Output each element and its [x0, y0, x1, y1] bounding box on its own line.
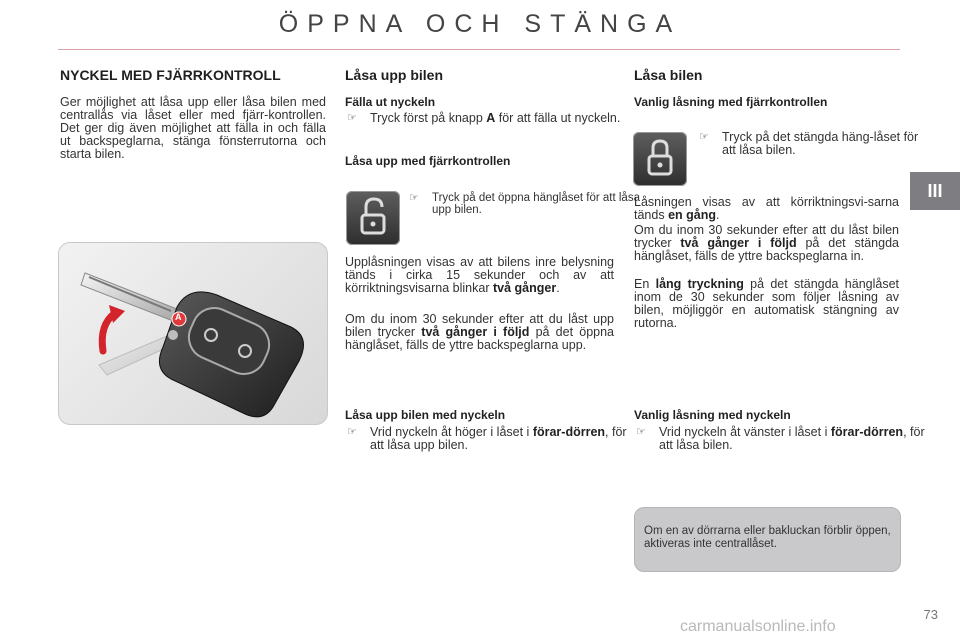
lock-mirrors-text: Om du inom 30 sekunder efter att du låst bilen trycker två gånger i följd på det stängda hänglåset, fälls de yttre backspeglarna in. [634, 223, 899, 263]
pointing-hand-icon: ☞ [347, 112, 357, 124]
pointing-hand-icon: ☞ [699, 131, 709, 143]
open-padlock-icon [346, 191, 400, 245]
step-lock-key: ☞ Vrid nyckeln åt vänster i låset i förar-dörren, för att låsa bilen. [636, 425, 925, 452]
watermark: carmanualsonline.info [680, 618, 836, 635]
page-number: 73 [923, 607, 938, 622]
subheading-lock-remote: Vanlig låsning med fjärrkontrollen [634, 95, 828, 109]
step-unlock-remote: ☞ Tryck på det öppna hänglåset för att låsa upp bilen. [409, 192, 640, 216]
pointing-hand-icon: ☞ [347, 426, 357, 438]
section-heading-unlock: Låsa upp bilen [345, 67, 444, 83]
pointing-hand-icon: ☞ [409, 192, 419, 204]
central-lock-note [634, 507, 901, 572]
step-fold-out: ☞ Tryck först på knapp A för att fälla ut nyckeln. [347, 111, 621, 125]
pointing-hand-icon: ☞ [636, 426, 646, 438]
unlock-mirrors-text: Om du inom 30 sekunder efter att du låst upp bilen trycker två gånger i följd på det öppna hänglåset, fälls de yttre backspeglarna upp. [345, 312, 615, 352]
closed-padlock-icon [633, 132, 687, 186]
lock-info-text: Låsningen visas av att körriktningsvi-sarna tänds en gång. [634, 195, 899, 222]
step-lock-remote: ☞ Tryck på det stängda häng-låset för att låsa bilen. [699, 130, 919, 157]
subheading-lock-key: Vanlig låsning med nyckeln [634, 408, 791, 422]
unlock-info-text: Upplåsningen visas av att bilens inre belysning tänds i cirka 15 sekunder och av att körriktningsvisarna blinkar två gånger. [345, 255, 614, 295]
lock-windows-text: En lång tryckning på det stängda hänglåset inom de 30 sekunder som följer låsning av bilen, möjliggör en automatisk stängning av rutorna. [634, 277, 900, 330]
unlock-button-image [346, 191, 400, 245]
subheading-unlock-remote: Låsa upp med fjärrkontrollen [345, 154, 511, 168]
key-intro-text: Ger möjlighet att låsa upp eller låsa bilen med centrallås via låset eller med fjärr-kontrollen. Det ger dig även möjlighet att fälla in och fälla ut backspeglarna, stänga fönsterrutorna och starta bilen. [60, 95, 326, 161]
step-unlock-key: ☞ Vrid nyckeln åt höger i låset i förar-dörren, för att låsa upp bilen. [347, 425, 627, 452]
section-heading-lock: Låsa bilen [634, 67, 703, 83]
remote-key-image [59, 243, 327, 424]
central-lock-note-text: Om en av dörrarna eller bakluckan förblir öppen, aktiveras inte centrallåset. [644, 525, 891, 550]
key-button-a-label: A [175, 312, 182, 322]
section-heading-key: NYCKEL MED FJÄRRKONTROLL [60, 67, 281, 83]
chapter-tab[interactable]: III [910, 172, 960, 210]
page-title: ÖPPNA OCH STÄNGA [278, 10, 682, 38]
key-illustration [58, 242, 328, 425]
title-divider [58, 49, 900, 50]
subheading-fold-out: Fälla ut nyckeln [345, 95, 436, 109]
lock-button-image [633, 132, 687, 186]
subheading-unlock-key: Låsa upp bilen med nyckeln [345, 408, 506, 422]
